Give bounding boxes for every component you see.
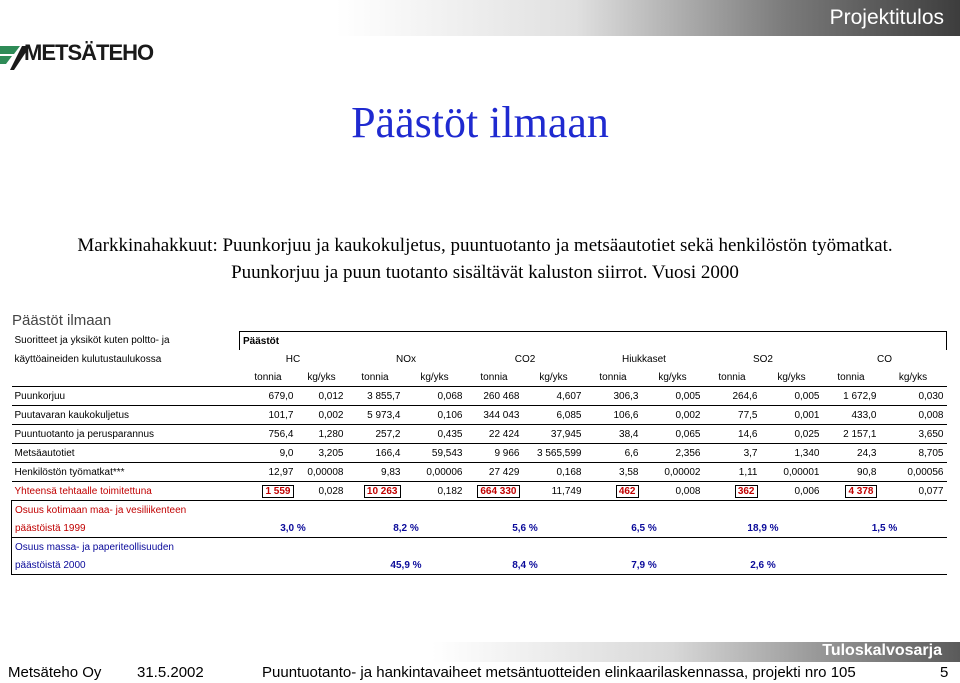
share-row-1 [12,501,947,520]
total-value: 462 [616,485,639,498]
unit-header: tonnia [823,368,880,387]
total-value: 4 378 [845,485,876,498]
table-row [12,387,947,406]
table-cell: 0,065 [642,425,704,444]
page-number: 5 [940,664,949,681]
table-cell: 3 855,7 [347,387,404,406]
table-cell: 0,00002 [642,463,704,482]
unit-header: kg/yks [880,368,947,387]
table-cell: 6,6 [585,444,642,463]
table-cell: 0,025 [761,425,823,444]
table-cell: 433,0 [823,406,880,425]
table-cell: 14,6 [704,425,761,444]
total-value: 11,749 [523,482,585,501]
table-cell: 38,4 [585,425,642,444]
share1-value: 5,6 % [466,519,585,538]
table-cell: 0,00056 [880,463,947,482]
total-value: 664 330 [477,485,519,498]
share-row-2 [12,538,947,557]
unit-header: kg/yks [642,368,704,387]
pollutant-header: HC [285,353,301,365]
table-cell: 4,607 [523,387,585,406]
table-cell: 0,106 [404,406,466,425]
footer-line [0,662,960,683]
table-cell: 1,11 [704,463,761,482]
table-cell: 344 043 [466,406,523,425]
table-cell: 77,5 [704,406,761,425]
table-cell: 0,00006 [404,463,466,482]
table-cell: 0,435 [404,425,466,444]
unit-header: tonnia [240,368,297,387]
share2-value: 45,9 % [347,556,466,575]
share-row-1-values [12,519,947,538]
pollutant-header: SO2 [752,353,773,365]
table-cell: 166,4 [347,444,404,463]
unit-header: kg/yks [404,368,466,387]
table-cell: 27 429 [466,463,523,482]
total-value: 362 [735,485,758,498]
share2-value: 2,6 % [704,556,823,575]
total-label: Yhteensä tehtaalle toimitettuna [12,482,240,501]
page-title: Päästöt ilmaan [351,98,609,147]
total-value: 10 263 [364,485,401,498]
total-row [12,482,947,501]
section-label: Tuloskalvosarja [822,642,942,659]
head-left-2: käyttöaineiden kulutustaulukossa [14,353,162,365]
table-cell: 5 973,4 [347,406,404,425]
table-cell: 0,012 [297,387,347,406]
table-cell: 0,00001 [761,463,823,482]
share1-value: 1,5 % [823,519,947,538]
share2-value: 7,9 % [585,556,704,575]
total-value: 0,008 [642,482,704,501]
table-cell: 1,340 [761,444,823,463]
table-body [12,387,947,482]
unit-header: tonnia [347,368,404,387]
table-cell: 3,7 [704,444,761,463]
table-cell: 37,945 [523,425,585,444]
table-cell: 6,085 [523,406,585,425]
row-label: Puuntuotanto ja perusparannus [12,425,240,444]
project-title: Projektitulos [829,6,944,29]
table-cell: 2,356 [642,444,704,463]
table-cell: 0,005 [642,387,704,406]
table-cell: 756,4 [240,425,297,444]
share1-value: 18,9 % [704,519,823,538]
share2-label: Osuus massa- ja paperiteollisuuden [12,538,240,557]
footer-band [0,642,960,662]
unit-header: kg/yks [761,368,823,387]
table-cell: 3,650 [880,425,947,444]
share-row-2-values [12,556,947,575]
table-cell: 0,00008 [297,463,347,482]
table-cell: 306,3 [585,387,642,406]
table-cell: 3,205 [297,444,347,463]
unit-header: tonnia [585,368,642,387]
header-band [0,0,960,36]
share2-value: 8,4 % [466,556,585,575]
table-cell: 1,280 [297,425,347,444]
row-label: Puunkorjuu [12,387,240,406]
page-subtitle: Markkinahakkuut: Puunkorjuu ja kaukokuljetus, puuntuotanto ja metsäautotiet sekä henkilöstön työmatkat. Puunkorjuu ja puun tuotanto sisältävät kaluston siirrot. Vuosi 2000 [77,235,893,283]
share1-label: Osuus kotimaan maa- ja vesiliikenteen [12,501,240,520]
table-title: Päästöt ilmaan [12,312,112,329]
row-label: Metsäautotiet [12,444,240,463]
table-cell: 0,030 [880,387,947,406]
table-row [12,425,947,444]
table-cell: 0,002 [297,406,347,425]
pollutant-header: CO [877,353,892,365]
row-label: Puutavaran kaukokuljetus [12,406,240,425]
total-value: 1 559 [262,485,293,498]
table-cell: 3 565,599 [523,444,585,463]
table-cell: 90,8 [823,463,880,482]
unit-header: kg/yks [297,368,347,387]
table-row [12,444,947,463]
total-value: 0,028 [297,482,347,501]
table-cell: 0,168 [523,463,585,482]
footer-org: Metsäteho Oy [8,664,102,681]
table-cell: 260 468 [466,387,523,406]
table-cell: 0,005 [761,387,823,406]
footer-description: Puuntuotanto- ja hankintavaiheet metsäntuotteiden elinkaarilaskennassa, projekti nro 105 [262,664,856,681]
row-label: Henkilöstön työmatkat*** [12,463,240,482]
table-cell: 0,068 [404,387,466,406]
pollutant-header: Hiukkaset [622,353,666,365]
table-cell: 0,001 [761,406,823,425]
unit-header: kg/yks [523,368,585,387]
table-cell: 9,83 [347,463,404,482]
share1-value: 8,2 % [347,519,466,538]
table-cell: 9,0 [240,444,297,463]
metsateho-logo [0,40,170,84]
group-label: Päästöt [240,332,947,351]
logo-text: METSÄTEHO [24,40,154,65]
table-cell: 264,6 [704,387,761,406]
table-cell: 2 157,1 [823,425,880,444]
total-value: 0,006 [761,482,823,501]
pollutant-header: CO2 [514,353,536,365]
table-row [12,463,947,482]
share2-label: päästöistä 2000 [12,556,240,575]
head-left-1: Suoritteet ja yksiköt kuten poltto- ja [14,335,170,347]
table-cell: 257,2 [347,425,404,444]
table-cell: 59,543 [404,444,466,463]
table-cell: 101,7 [240,406,297,425]
table-cell: 22 424 [466,425,523,444]
share1-value: 3,0 % [240,519,347,538]
table-cell: 24,3 [823,444,880,463]
table-cell: 0,008 [880,406,947,425]
table-cell: 8,705 [880,444,947,463]
table-row [12,406,947,425]
table-cell: 12,97 [240,463,297,482]
unit-header: tonnia [466,368,523,387]
unit-header: tonnia [704,368,761,387]
table-cell: 9 966 [466,444,523,463]
total-value: 0,077 [880,482,947,501]
pollutant-header: NOx [396,353,416,365]
table-cell: 679,0 [240,387,297,406]
table-cell: 1 672,9 [823,387,880,406]
emissions-table [11,331,947,575]
share1-label: päästöistä 1999 [12,519,240,538]
total-value: 0,182 [404,482,466,501]
table-cell: 106,6 [585,406,642,425]
footer-date: 31.5.2002 [137,664,204,681]
table-cell: 3,58 [585,463,642,482]
share1-value: 6,5 % [585,519,704,538]
table-cell: 0,002 [642,406,704,425]
